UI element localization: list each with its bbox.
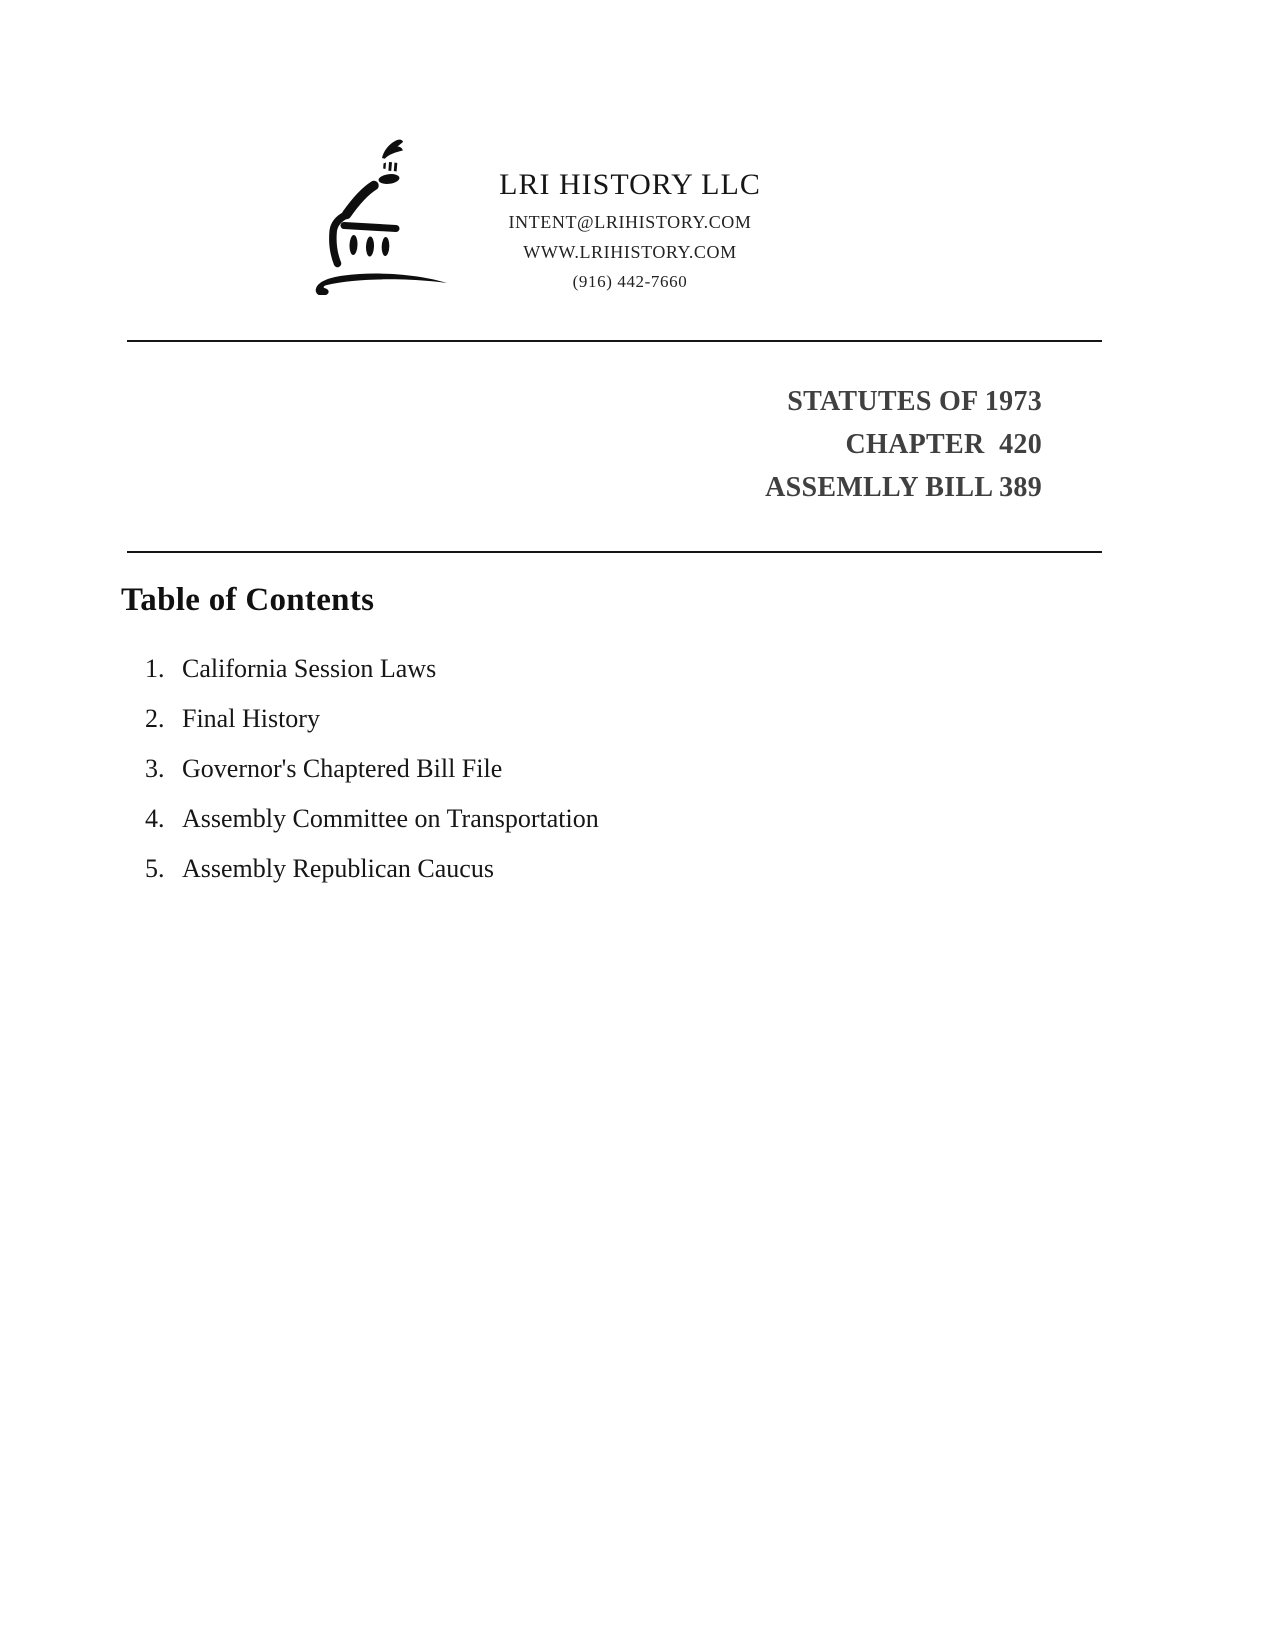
toc-item-label: Assembly Republican Caucus bbox=[182, 854, 494, 883]
toc-item-label: California Session Laws bbox=[182, 654, 437, 683]
toc-item-label: Governor's Chaptered Bill File bbox=[182, 754, 503, 783]
phone-number: (916) 442-7660 bbox=[572, 272, 688, 291]
chapter-line: CHAPTER 420 bbox=[845, 429, 1042, 460]
statutes-line: STATUTES OF 1973 bbox=[787, 386, 1042, 417]
toc-item-number: 2. bbox=[145, 704, 165, 733]
toc-item-number: 1. bbox=[145, 654, 165, 683]
toc-item-label: Assembly Committee on Transportation bbox=[182, 804, 599, 833]
bill-line: ASSEMLLY BILL 389 bbox=[765, 472, 1042, 503]
email-address: INTENT@LRIHISTORY.COM bbox=[508, 212, 752, 232]
horizontal-rule-top bbox=[127, 340, 1102, 342]
company-name: LRI HISTORY LLC bbox=[499, 168, 761, 201]
statute-reference bbox=[765, 380, 1042, 509]
toc-item-number: 3. bbox=[145, 754, 165, 783]
toc-item-number: 5. bbox=[145, 854, 165, 883]
toc-item bbox=[145, 794, 599, 844]
website-url: WWW.LRIHISTORY.COM bbox=[523, 242, 737, 262]
contact-block bbox=[430, 207, 830, 297]
toc-item bbox=[145, 694, 599, 744]
letterhead bbox=[430, 167, 830, 297]
toc-title: Table of Contents bbox=[121, 582, 375, 618]
toc-list bbox=[145, 644, 599, 894]
toc-item bbox=[145, 644, 599, 694]
horizontal-rule-bottom bbox=[127, 551, 1102, 553]
toc-item bbox=[145, 844, 599, 894]
capitol-dome-logo-icon bbox=[290, 125, 450, 295]
toc-item-label: Final History bbox=[182, 704, 320, 733]
toc-item bbox=[145, 744, 599, 794]
toc-item-number: 4. bbox=[145, 804, 165, 833]
